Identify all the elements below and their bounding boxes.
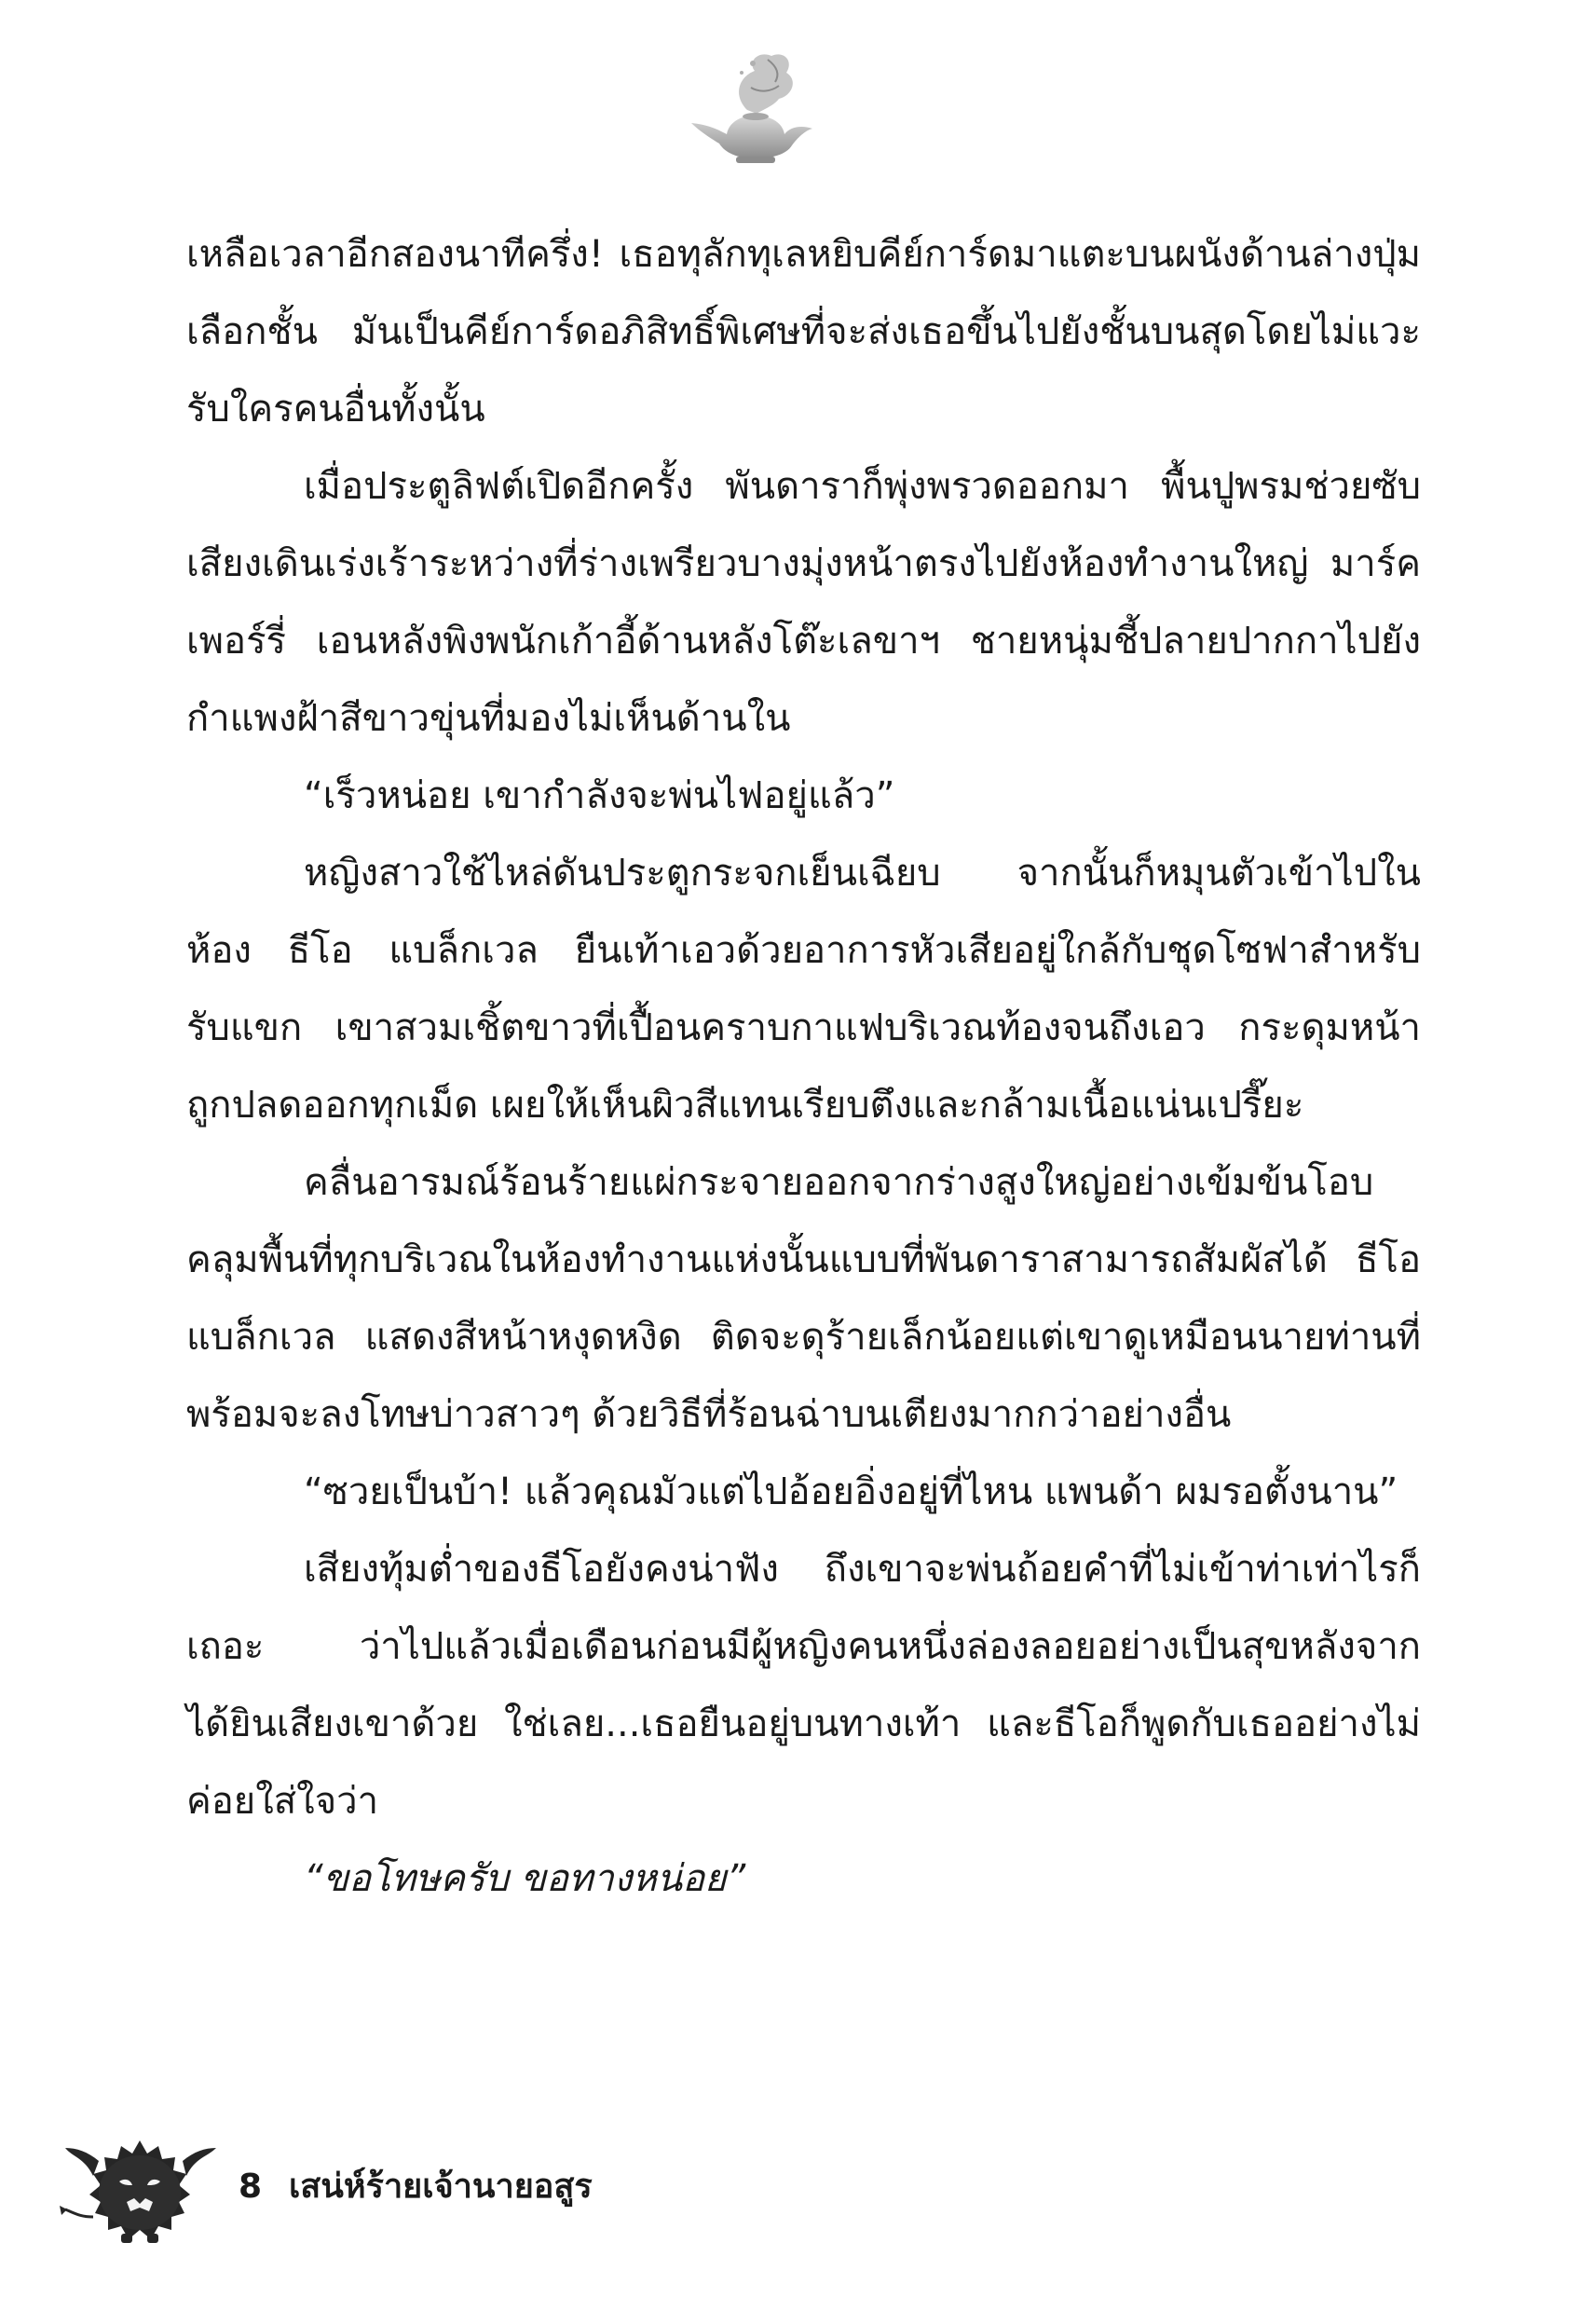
magic-lamp-genie-icon (682, 45, 822, 166)
page-footer (56, 2120, 894, 2250)
paragraph: เมื่อประตูลิฟต์เปิดอีกครั้ง พันดาราก็พุ่งพรวดออกมา พื้นปูพรมช่วยซับเสียงเดินเร่งเร้าระหว่างที่ร่างเพรียวบางมุ่งหน้าตรงไปยังห้องทำงานใหญ่ มาร์ค เพอร์รี่ เอนหลังพิงพนักเก้าอี้ด้านหลังโต๊ะเลขาฯ ชายหนุ่มชี้ปลายปากกาไปยังกำแพงฝ้าสีขาวขุ่นที่มองไม่เห็นด้านใน (186, 465, 1421, 740)
paragraph: เหลือเวลาอีกสองนาทีครึ่ง! เธอทุลักทุเลหยิบคีย์การ์ดมาแตะบนผนังด้านล่างปุ่มเลือกชั้น มันเป็นคีย์การ์ดอภิสิทธิ์พิเศษที่จะส่งเธอขึ้นไปยังชั้นบนสุดโดยไม่แวะรับใครคนอื่นทั้งนั้น (186, 233, 1421, 431)
paragraph: เสียงทุ้มต่ำของธีโอยังคงน่าฟัง ถึงเขาจะพ่นถ้อยคำที่ไม่เข้าท่าเท่าไรก็เถอะ ว่าไปแล้วเมื่อเดือนก่อนมีผู้หญิงคนหนึ่งล่องลอยอย่างเป็นสุขหลังจากได้ยินเสียงเขาด้วย ใช่เลย...เธอยืนอยู่บนทางเท้า และธีโอก็พูดกับเธออย่างไม่ค่อยใส่ใจว่า (186, 1548, 1421, 1823)
paragraph: “ขอโทษครับ ขอทางหน่อย” (304, 1857, 746, 1900)
page-number: 8 (239, 2167, 263, 2206)
paragraph: หญิงสาวใช้ไหล่ดันประตูกระจกเย็นเฉียบ จากนั้นก็หมุนตัวเข้าไปในห้อง ธีโอ แบล็กเวล ยืนเท้าเอวด้วยอาการหัวเสียอยู่ใกล้กับชุดโซฟาสำหรับรับแขก เขาสวมเชิ้ตขาวที่เปื้อนคราบกาแฟบริเวณท้องจนถึงเอว กระดุมหน้าถูกปลดออกทุกเม็ด เผยให้เห็นผิวสีแทนเรียบตึงและกล้ามเนื้อแน่นเปรี๊ยะ (186, 852, 1421, 1127)
paragraph: คลื่นอารมณ์ร้อนร้ายแผ่กระจายออกจากร่างสูงใหญ่อย่างเข้มข้นโอบคลุมพื้นที่ทุกบริเวณในห้องทำงานแห่งนั้นแบบที่พันดาราสามารถสัมผัสได้ ธีโอ แบล็กเวล แสดงสีหน้าหงุดหงิด ติดจะดุร้ายเล็กน้อยแต่เขาดูเหมือนนายท่านที่พร้อมจะลงโทษบ่าวสาวๆ ด้วยวิธีที่ร้อนฉ่าบนเตียงมากกว่าอย่างอื่น (186, 1161, 1421, 1436)
paragraph: “ซวยเป็นบ้า! แล้วคุณมัวแต่ไปอ้อยอิ่งอยู่ที่ไหน แพนด้า ผมรอตั้งนาน” (304, 1470, 1398, 1513)
book-title: เสน่ห์ร้ายเจ้านายอสูร (289, 2167, 593, 2206)
furry-monster-mascot-icon (56, 2120, 224, 2250)
paragraph: “เร็วหน่อย เขากำลังจะพ่นไฟอยู่แล้ว” (304, 774, 895, 817)
body-text (186, 216, 1421, 1918)
